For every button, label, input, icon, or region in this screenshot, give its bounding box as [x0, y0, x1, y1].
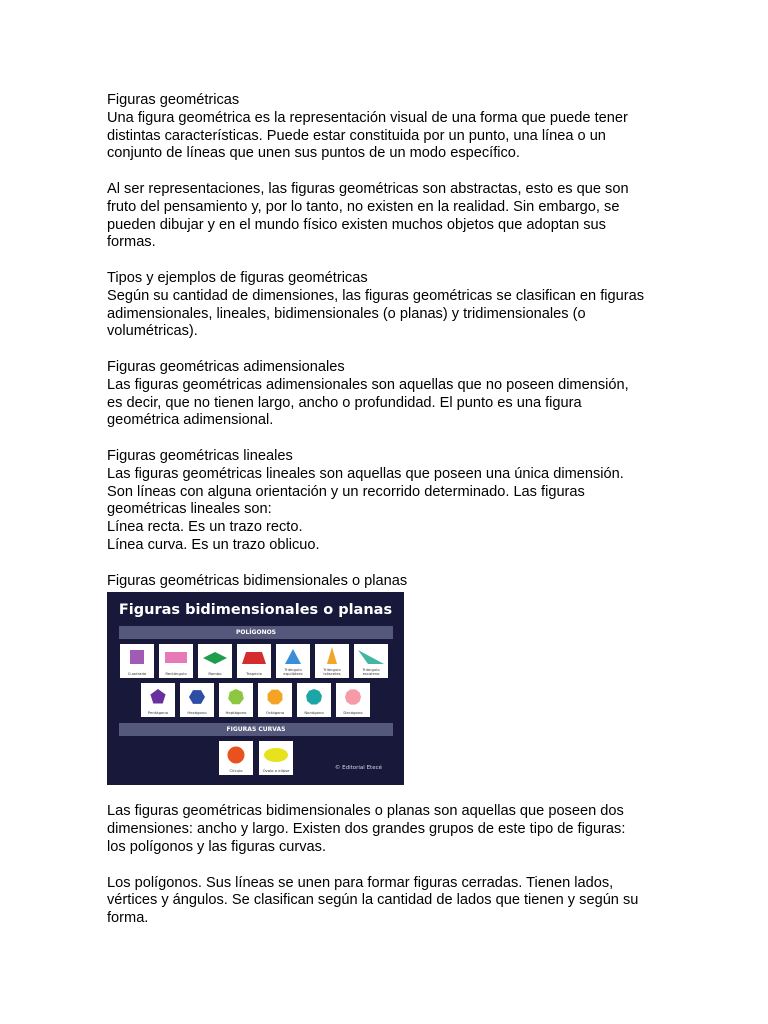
- octagon-shape: [268, 690, 283, 705]
- text-line: dimensiones: ancho y largo. Existen dos grandes grupos de este tipo de figuras:: [107, 821, 626, 838]
- text-line: conjunto de líneas que unen sus puntos de un modo específico.: [107, 145, 520, 162]
- shape-label: Trapecio: [246, 671, 262, 677]
- text-line: formas.: [107, 234, 156, 251]
- curves-band: FIGURAS CURVAS: [119, 723, 393, 736]
- shape-label: Octágono: [265, 710, 285, 716]
- bidimensional-heading-paragraph: [107, 573, 667, 591]
- document-body: [107, 92, 667, 946]
- section-heading: Tipos y ejemplos de figuras geométricas: [107, 269, 368, 286]
- text-line: Línea curva. Es un trazo oblicuo.: [107, 536, 320, 553]
- shape-card: [180, 683, 214, 717]
- shape-label: Círculo: [229, 768, 243, 774]
- polygons-band: POLÍGONOS: [119, 626, 393, 639]
- shape-card: [315, 644, 349, 678]
- shape-label: Decágono: [343, 710, 363, 716]
- abstract-paragraph: [107, 181, 667, 252]
- infographic-title: Figuras bidimensionales o planas: [118, 602, 393, 619]
- text-line: Según su cantidad de dimensiones, las figuras geométricas se clasifican en figuras: [107, 287, 645, 304]
- text-line: vértices y ángulos. Se clasifican según la cantidad de lados que tienen y según su: [107, 892, 639, 909]
- bidimensional-paragraph: [107, 803, 667, 856]
- lineal-paragraph: [107, 448, 667, 555]
- text-line: Una figura geométrica es la representación visual de una forma que puede tener: [107, 109, 628, 126]
- section-heading: Figuras geométricas: [107, 92, 240, 108]
- shape-label: Heptágono: [225, 710, 247, 716]
- circle-shape: [228, 747, 245, 764]
- text-line: geométricas lineales son:: [107, 501, 272, 518]
- text-line: Línea recta. Es un trazo recto.: [107, 519, 303, 536]
- section-heading: Figuras geométricas adimensionales: [107, 358, 345, 375]
- shape-card: [120, 644, 154, 678]
- shape-card: [258, 683, 292, 717]
- shape-card: [336, 683, 370, 717]
- text-line: Las figuras geométricas bidimensionales o planas son aquellas que poseen dos: [107, 803, 624, 820]
- shape-label: Pentágono: [147, 710, 169, 716]
- equilateral-triangle-shape: [285, 649, 301, 664]
- intro-paragraph: [107, 92, 667, 163]
- section-heading: Figuras geométricas bidimensionales o planas: [107, 572, 408, 589]
- text-line: es decir, que no tienen largo, ancho o profundidad. El punto es una figura: [107, 394, 582, 411]
- text-line: Son líneas con alguna orientación y un recorrido determinado. Las figuras: [107, 483, 585, 500]
- shape-card: [198, 644, 232, 678]
- adimensional-paragraph: [107, 359, 667, 430]
- rectangle-shape: [165, 652, 187, 663]
- text-line: Los polígonos. Sus líneas se unen para formar figuras cerradas. Tienen lados,: [107, 874, 614, 891]
- shape-label: Hexágono: [187, 710, 207, 716]
- shape-label: Óvalo o elipse: [262, 768, 290, 774]
- text-line: Al ser representaciones, las figuras geométricas son abstractas, esto es que son: [107, 180, 629, 197]
- scalene-triangle-shape: [358, 650, 384, 664]
- shape-card: [297, 683, 331, 717]
- shape-label: Triángulo equilátero: [283, 667, 303, 677]
- trapezoid-shape: [242, 652, 266, 664]
- shapes-infographic: [107, 592, 404, 785]
- shape-label: Cuadrado: [127, 671, 147, 677]
- text-line: adimensionales, lineales, bidimensionales (o planas) y tridimensionales (o: [107, 305, 586, 322]
- types-paragraph: [107, 270, 667, 341]
- shape-card: [159, 644, 193, 678]
- shape-card: [276, 644, 310, 678]
- isosceles-triangle-shape: [327, 647, 337, 664]
- shape-label: Rectángulo: [165, 671, 187, 677]
- shape-label: Triángulo isósceles: [323, 667, 341, 677]
- square-shape: [130, 650, 144, 664]
- text-line: los polígonos y las figuras curvas.: [107, 838, 327, 855]
- text-line: geométrica adimensional.: [107, 412, 274, 429]
- shape-card: [141, 683, 175, 717]
- shape-label: Nonágono: [304, 710, 324, 716]
- image-credit: © Editorial Etecé: [334, 764, 382, 771]
- shape-label: Rombo: [208, 671, 222, 677]
- text-line: forma.: [107, 910, 149, 927]
- shape-card: [219, 683, 253, 717]
- section-heading: Figuras geométricas lineales: [107, 447, 293, 464]
- shape-card: [354, 644, 388, 678]
- hexagon-shape: [189, 690, 205, 704]
- polygons-paragraph: [107, 875, 667, 928]
- shape-label: Triángulo escaleno: [362, 667, 380, 677]
- text-line: pueden dibujar y en el mundo físico existen muchos objetos que adoptan sus: [107, 216, 606, 233]
- shape-card: [237, 644, 271, 678]
- text-line: Las figuras geométricas lineales son aquellas que poseen una única dimensión.: [107, 465, 624, 482]
- pentagon-shape: [150, 689, 165, 704]
- heptagon-shape: [228, 689, 244, 704]
- decagon-shape: [345, 690, 361, 705]
- rhombus-shape: [203, 652, 227, 664]
- nonagon-shape: [306, 689, 322, 705]
- ellipse-shape: [264, 748, 288, 762]
- text-line: Las figuras geométricas adimensionales son aquellas que no poseen dimensión,: [107, 376, 629, 393]
- text-line: fruto del pensamiento y, por lo tanto, no existen en la realidad. Sin embargo, se: [107, 198, 620, 215]
- text-line: distintas características. Puede estar constituida por un punto, una línea o un: [107, 127, 606, 144]
- text-line: volumétricas).: [107, 323, 198, 340]
- shape-card: [219, 741, 253, 775]
- shape-card: [259, 741, 293, 775]
